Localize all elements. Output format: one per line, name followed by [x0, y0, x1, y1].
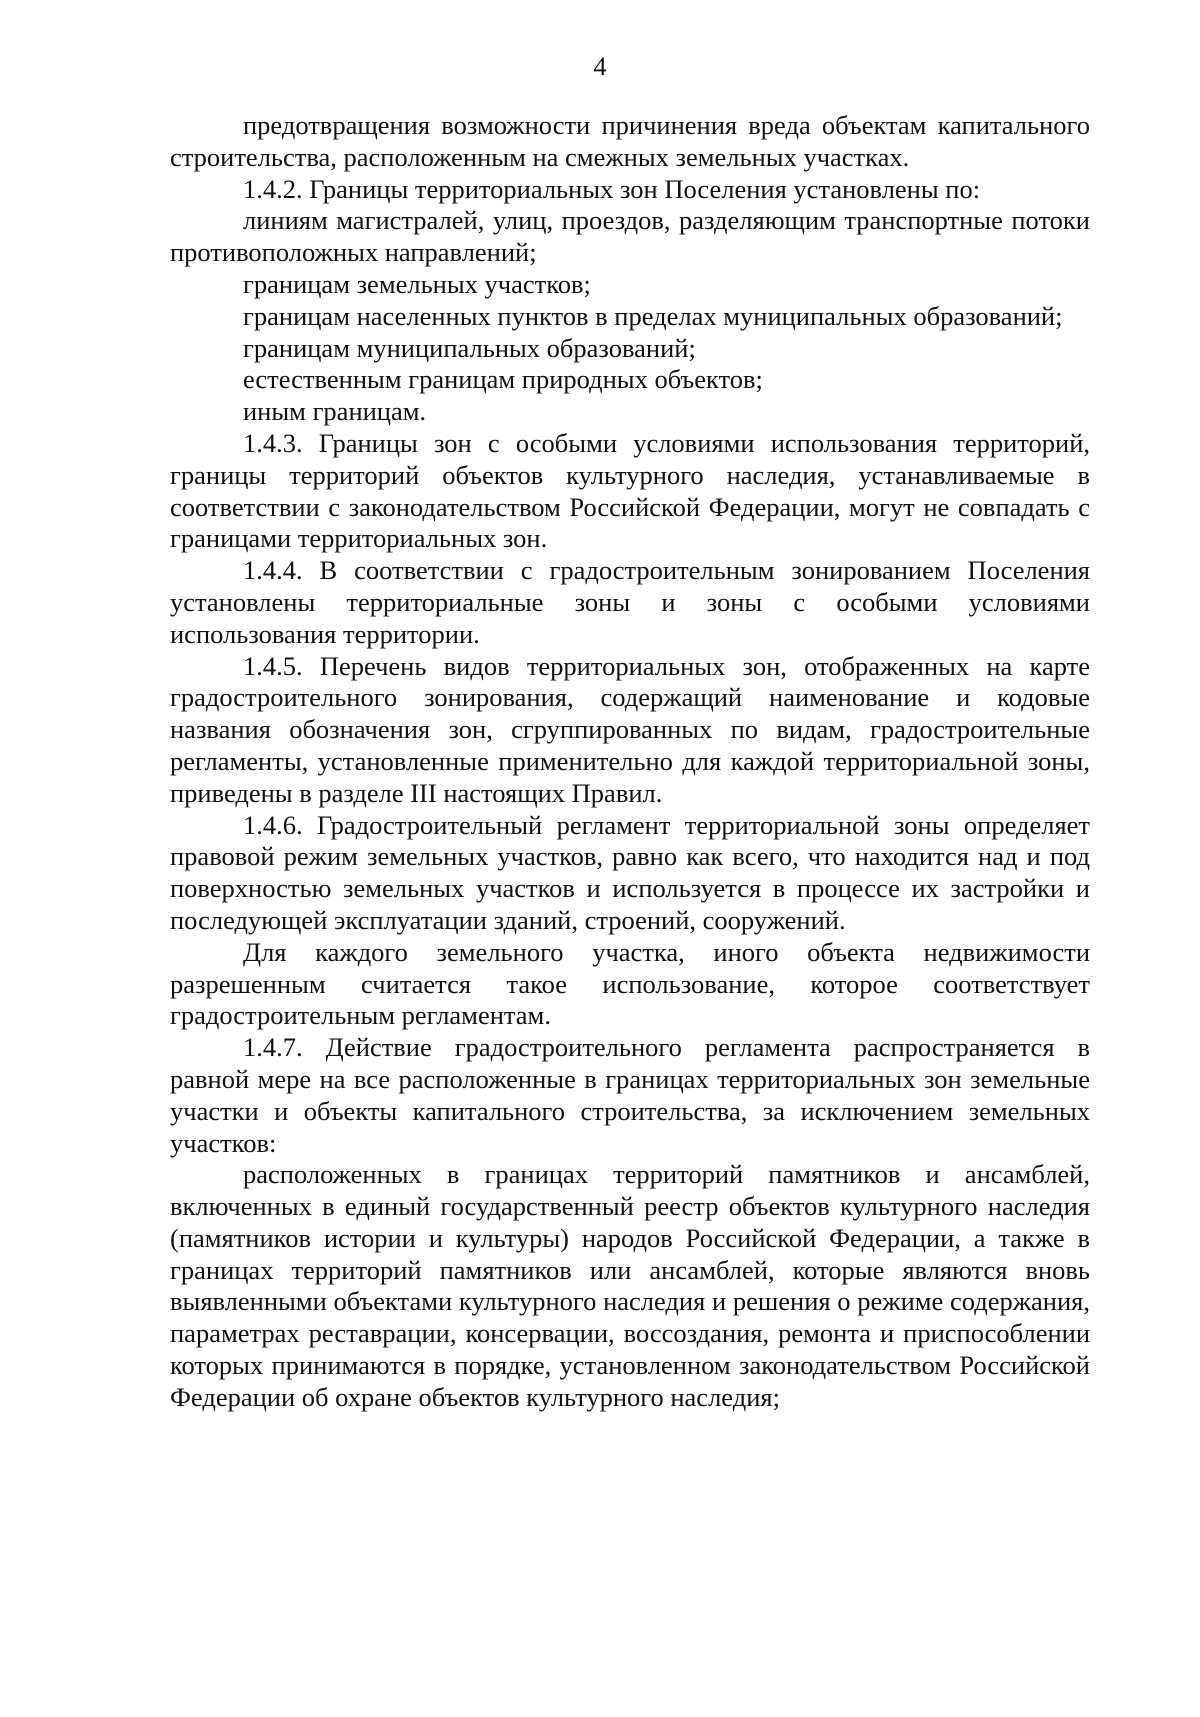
paragraph-1-4-5: 1.4.5. Перечень видов территориальных зон, отображенных на карте градостроительного зонирования, содержащий наименование и кодовые названия обозначения зон, сгруппированных по видам, градостроительные регламенты, установленные применительно для каждой территориальной зоны, приведены в разделе III настоящих Правил. [170, 650, 1090, 808]
paragraph-1-4-2: 1.4.2. Границы территориальных зон Поселения установлены по: [243, 173, 981, 204]
paragraph-1-4-7: 1.4.7. Действие градостроительного регламента распространяется в равной мере на все расположенные в границах территориальных зон земельные участки и объекты капитального строительства, за исключением земельных участков: [170, 1032, 1090, 1158]
list-item-natural-borders: естественным границам природных объектов; [243, 364, 763, 395]
page-number: 4 [593, 52, 607, 81]
paragraph-1-4-4: 1.4.4. В соответствии с градостроительным зонированием Поселения установлены территориальные зоны и зоны с особыми условиями использования территории. [170, 555, 1090, 649]
paragraph-1-4-6: 1.4.6. Градостроительный регламент территориальной зоны определяет правовой режим земельных участков, равно как всего, что находится над и под поверхностью земельных участков и используется в процессе их застройки и последующей эксплуатации зданий, строений, сооружений. [170, 809, 1090, 935]
list-item-municipalities: границам муниципальных образований; [243, 332, 696, 363]
list-item-other-borders: иным границам. [243, 396, 427, 427]
paragraph-continuation: предотвращения возможности причинения вреда объектам капитального строительства, расположенным на смежных земельных участках. [170, 110, 1090, 172]
list-item-land-plots: границам земельных участков; [243, 268, 591, 299]
list-item-settlements: границам населенных пунктов в пределах муниципальных образований; [243, 300, 1063, 331]
list-item-lines: линиям магистралей, улиц, проездов, разделяющим транспортные потоки противоположных направлений; [170, 205, 1090, 268]
paragraph-heritage-exception: расположенных в границах территорий памятников и ансамблей, включенных в единый государственный реестр объектов культурного наследия (памятников истории и культуры) народов Российской Федерации, а также в границах территорий памятников или ансамблей, которые являются вновь выявленными объектами культурного наследия и решения о режиме содержания, параметрах реставрации, консервации, воссоздания, ремонта и приспособлении которых принимаются в порядке, установленном законодательством Российской Федерации об охране объектов культурного наследия; [170, 1159, 1090, 1412]
paragraph-1-4-3: 1.4.3. Границы зон с особыми условиями использования территорий, границы территорий объектов культурного наследия, устанавливаемые в соответствии с законодательством Российской Федерации, могут не совпадать с границами территориальных зон. [170, 427, 1090, 554]
paragraph-land-use: Для каждого земельного участка, иного объекта недвижимости разрешенным считается такое использование, которое соответствует градостроительным регламентам. [170, 936, 1090, 1031]
document-body [170, 110, 1090, 1414]
